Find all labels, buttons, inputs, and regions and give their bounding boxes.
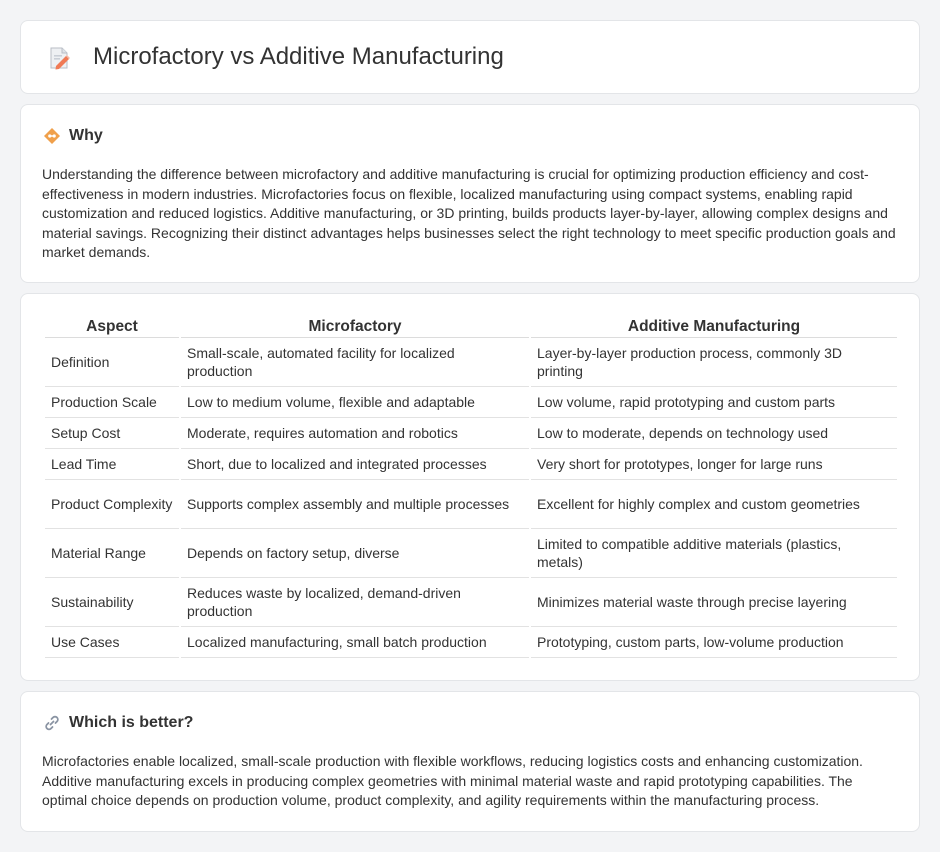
why-body: Understanding the difference between microfactory and additive manufacturing is crucial for optimizing production efficiency and cost-effectiveness in modern industries. Microfactories focus on flexible, localized manufacturing using compact systems, enabling rapid customization and reduced logistics. Additive manufacturing, or 3D printing, builds products layer-by-layer, allowing complex designs and material savings. Recognizing their distinct advantages helps businesses select the right technology to meet specific production goals and market demands. xyxy=(42,166,896,260)
table-row xyxy=(45,578,897,627)
cell-aspect: Setup Cost xyxy=(45,418,179,449)
cell-additive: Layer-by-layer production process, commonly 3D printing xyxy=(531,338,897,387)
table-row xyxy=(45,529,897,578)
cell-additive: Very short for prototypes, longer for large runs xyxy=(531,449,897,480)
why-title: Why xyxy=(69,127,103,144)
table-header-row xyxy=(45,316,897,338)
which-is-better-title: Which is better? xyxy=(69,714,194,731)
link-icon xyxy=(43,714,61,732)
which-is-better-body: Microfactories enable localized, small-scale production with flexible workflows, reducing logistics costs and enhancing customization. Additive manufacturing excels in producing complex geometries with minimal material waste and rapid prototyping capabilities. The optimal choice depends on production volume, product complexity, and agility requirements within the manufacturing process. xyxy=(42,753,863,808)
cell-aspect: Sustainability xyxy=(45,578,179,627)
cell-microfactory: Supports complex assembly and multiple processes xyxy=(181,480,529,529)
cell-additive: Excellent for highly complex and custom geometries xyxy=(531,480,897,529)
page-title: Microfactory vs Additive Manufacturing xyxy=(93,43,504,70)
cell-additive: Minimizes material waste through precise layering xyxy=(531,578,897,627)
which-is-better-section xyxy=(20,691,920,832)
cell-microfactory: Localized manufacturing, small batch production xyxy=(181,627,529,658)
cell-microfactory: Reduces waste by localized, demand-driven production xyxy=(181,578,529,627)
cell-aspect: Production Scale xyxy=(45,387,179,418)
cell-aspect: Material Range xyxy=(45,529,179,578)
cell-additive: Limited to compatible additive materials (plastics, metals) xyxy=(531,529,897,578)
handshake-diamond-icon xyxy=(43,127,61,145)
header-card xyxy=(20,20,920,94)
why-section xyxy=(20,104,920,283)
cell-aspect: Lead Time xyxy=(45,449,179,480)
cell-additive: Low to moderate, depends on technology used xyxy=(531,418,897,449)
header-additive: Additive Manufacturing xyxy=(531,316,897,338)
cell-additive: Low volume, rapid prototyping and custom parts xyxy=(531,387,897,418)
table-row xyxy=(45,449,897,480)
table-row xyxy=(45,480,897,529)
cell-aspect: Definition xyxy=(45,338,179,387)
cell-microfactory: Small-scale, automated facility for localized production xyxy=(181,338,529,387)
header-aspect: Aspect xyxy=(45,316,179,338)
table-row xyxy=(45,387,897,418)
cell-aspect: Product Complexity xyxy=(45,480,179,529)
comparison-section xyxy=(20,293,920,681)
cell-additive: Prototyping, custom parts, low-volume production xyxy=(531,627,897,658)
comparison-table xyxy=(43,316,899,658)
cell-microfactory: Low to medium volume, flexible and adaptable xyxy=(181,387,529,418)
cell-microfactory: Depends on factory setup, diverse xyxy=(181,529,529,578)
table-row xyxy=(45,627,897,658)
cell-microfactory: Moderate, requires automation and robotics xyxy=(181,418,529,449)
header-microfactory: Microfactory xyxy=(181,316,529,338)
table-row xyxy=(45,338,897,387)
cell-microfactory: Short, due to localized and integrated processes xyxy=(181,449,529,480)
table-row xyxy=(45,418,897,449)
document-pencil-icon xyxy=(47,46,71,70)
cell-aspect: Use Cases xyxy=(45,627,179,658)
